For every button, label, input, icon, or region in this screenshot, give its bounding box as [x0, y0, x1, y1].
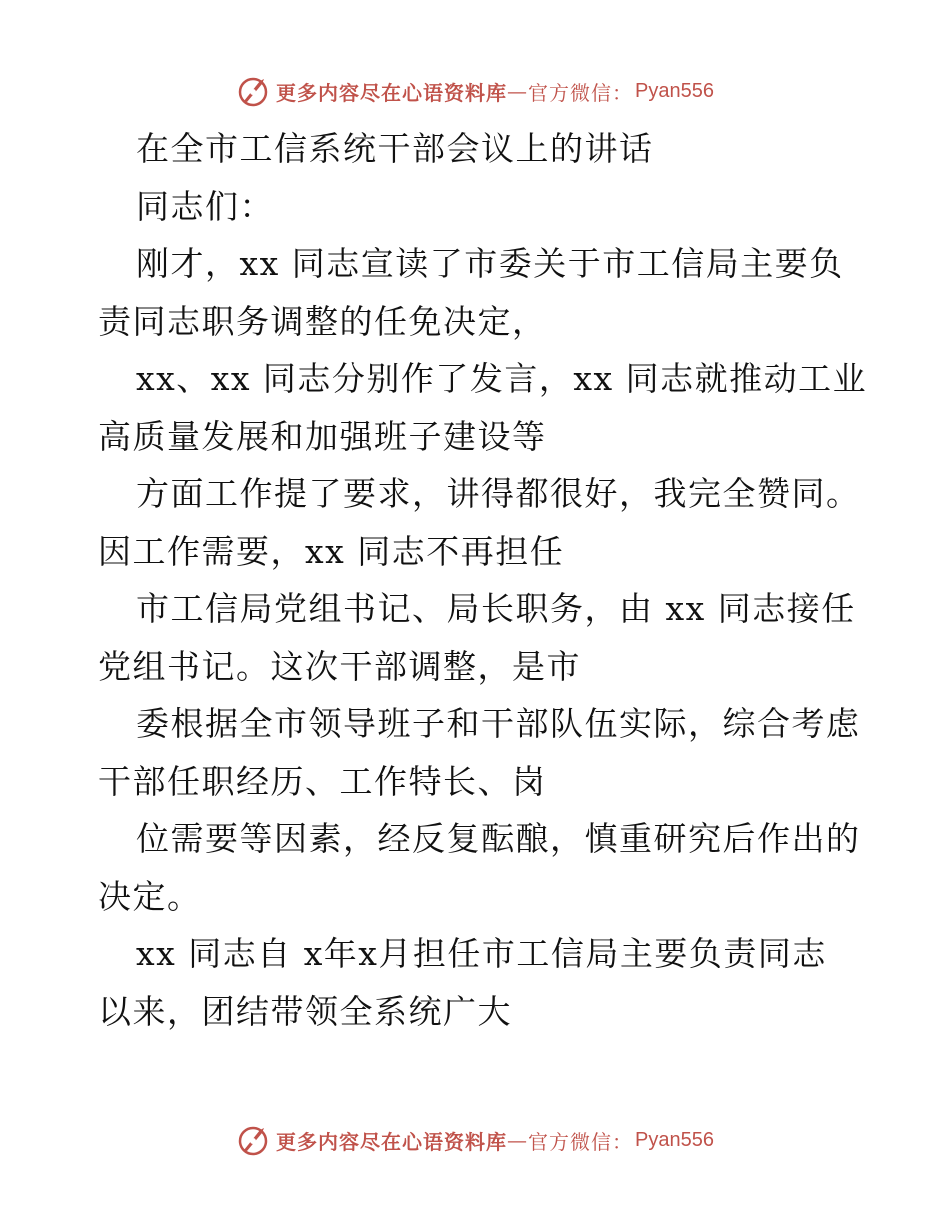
paragraph-line: xx、xx 同志分别作了发言，xx 同志就推动工业	[136, 359, 868, 398]
document-body	[98, 120, 868, 1040]
banner-wechat-id: Pyan556	[635, 1128, 714, 1151]
quill-pen-seal-icon	[236, 73, 272, 109]
paragraph-line: 位需要等因素，经反复酝酿，慎重研究后作出的	[136, 819, 861, 858]
banner-wechat-id: Pyan556	[635, 79, 714, 102]
paragraph-line: 委根据全市领导班子和干部队伍实际，综合考虑	[136, 704, 861, 743]
paragraph-line: 决定。	[98, 876, 202, 916]
banner-main-text: 更多内容尽在心语资料库	[276, 1129, 508, 1154]
paragraph-line: 市工信局党组书记、局长职务，由 xx 同志接任	[136, 589, 856, 628]
banner-sub-text: 官方微信：	[528, 1129, 634, 1154]
document-title: 在全市工信系统干部会议上的讲话	[136, 129, 654, 168]
paragraph-line: 以来，团结带领全系统广大	[98, 991, 512, 1031]
quill-pen-seal-icon	[236, 1122, 272, 1158]
paragraph-line: 方面工作提了要求，讲得都很好，我完全赞同。	[136, 474, 861, 513]
salutation: 同志们：	[136, 186, 274, 226]
banner-sub-text: 官方微信：	[528, 80, 634, 105]
paragraph-line: 高质量发展和加强班子建设等	[98, 416, 547, 456]
banner-main-text: 更多内容尽在心语资料库	[276, 80, 508, 105]
header-banner	[0, 71, 950, 111]
paragraph-line: 责同志职务调整的任免决定，	[98, 301, 547, 341]
paragraph-line: 刚才，xx 同志宣读了市委关于市工信局主要负	[136, 244, 844, 283]
paragraph-line: 因工作需要，xx 同志不再担任	[98, 531, 565, 571]
paragraph-line: xx 同志自 x年x月担任市工信局主要负责同志	[136, 934, 827, 973]
banner-dash: —	[507, 79, 529, 103]
paragraph-line: 党组书记。这次干部调整，是市	[98, 646, 581, 686]
footer-banner	[0, 1120, 950, 1160]
paragraph-line: 干部任职经历、工作特长、岗	[98, 761, 547, 801]
banner-dash: —	[507, 1128, 529, 1152]
